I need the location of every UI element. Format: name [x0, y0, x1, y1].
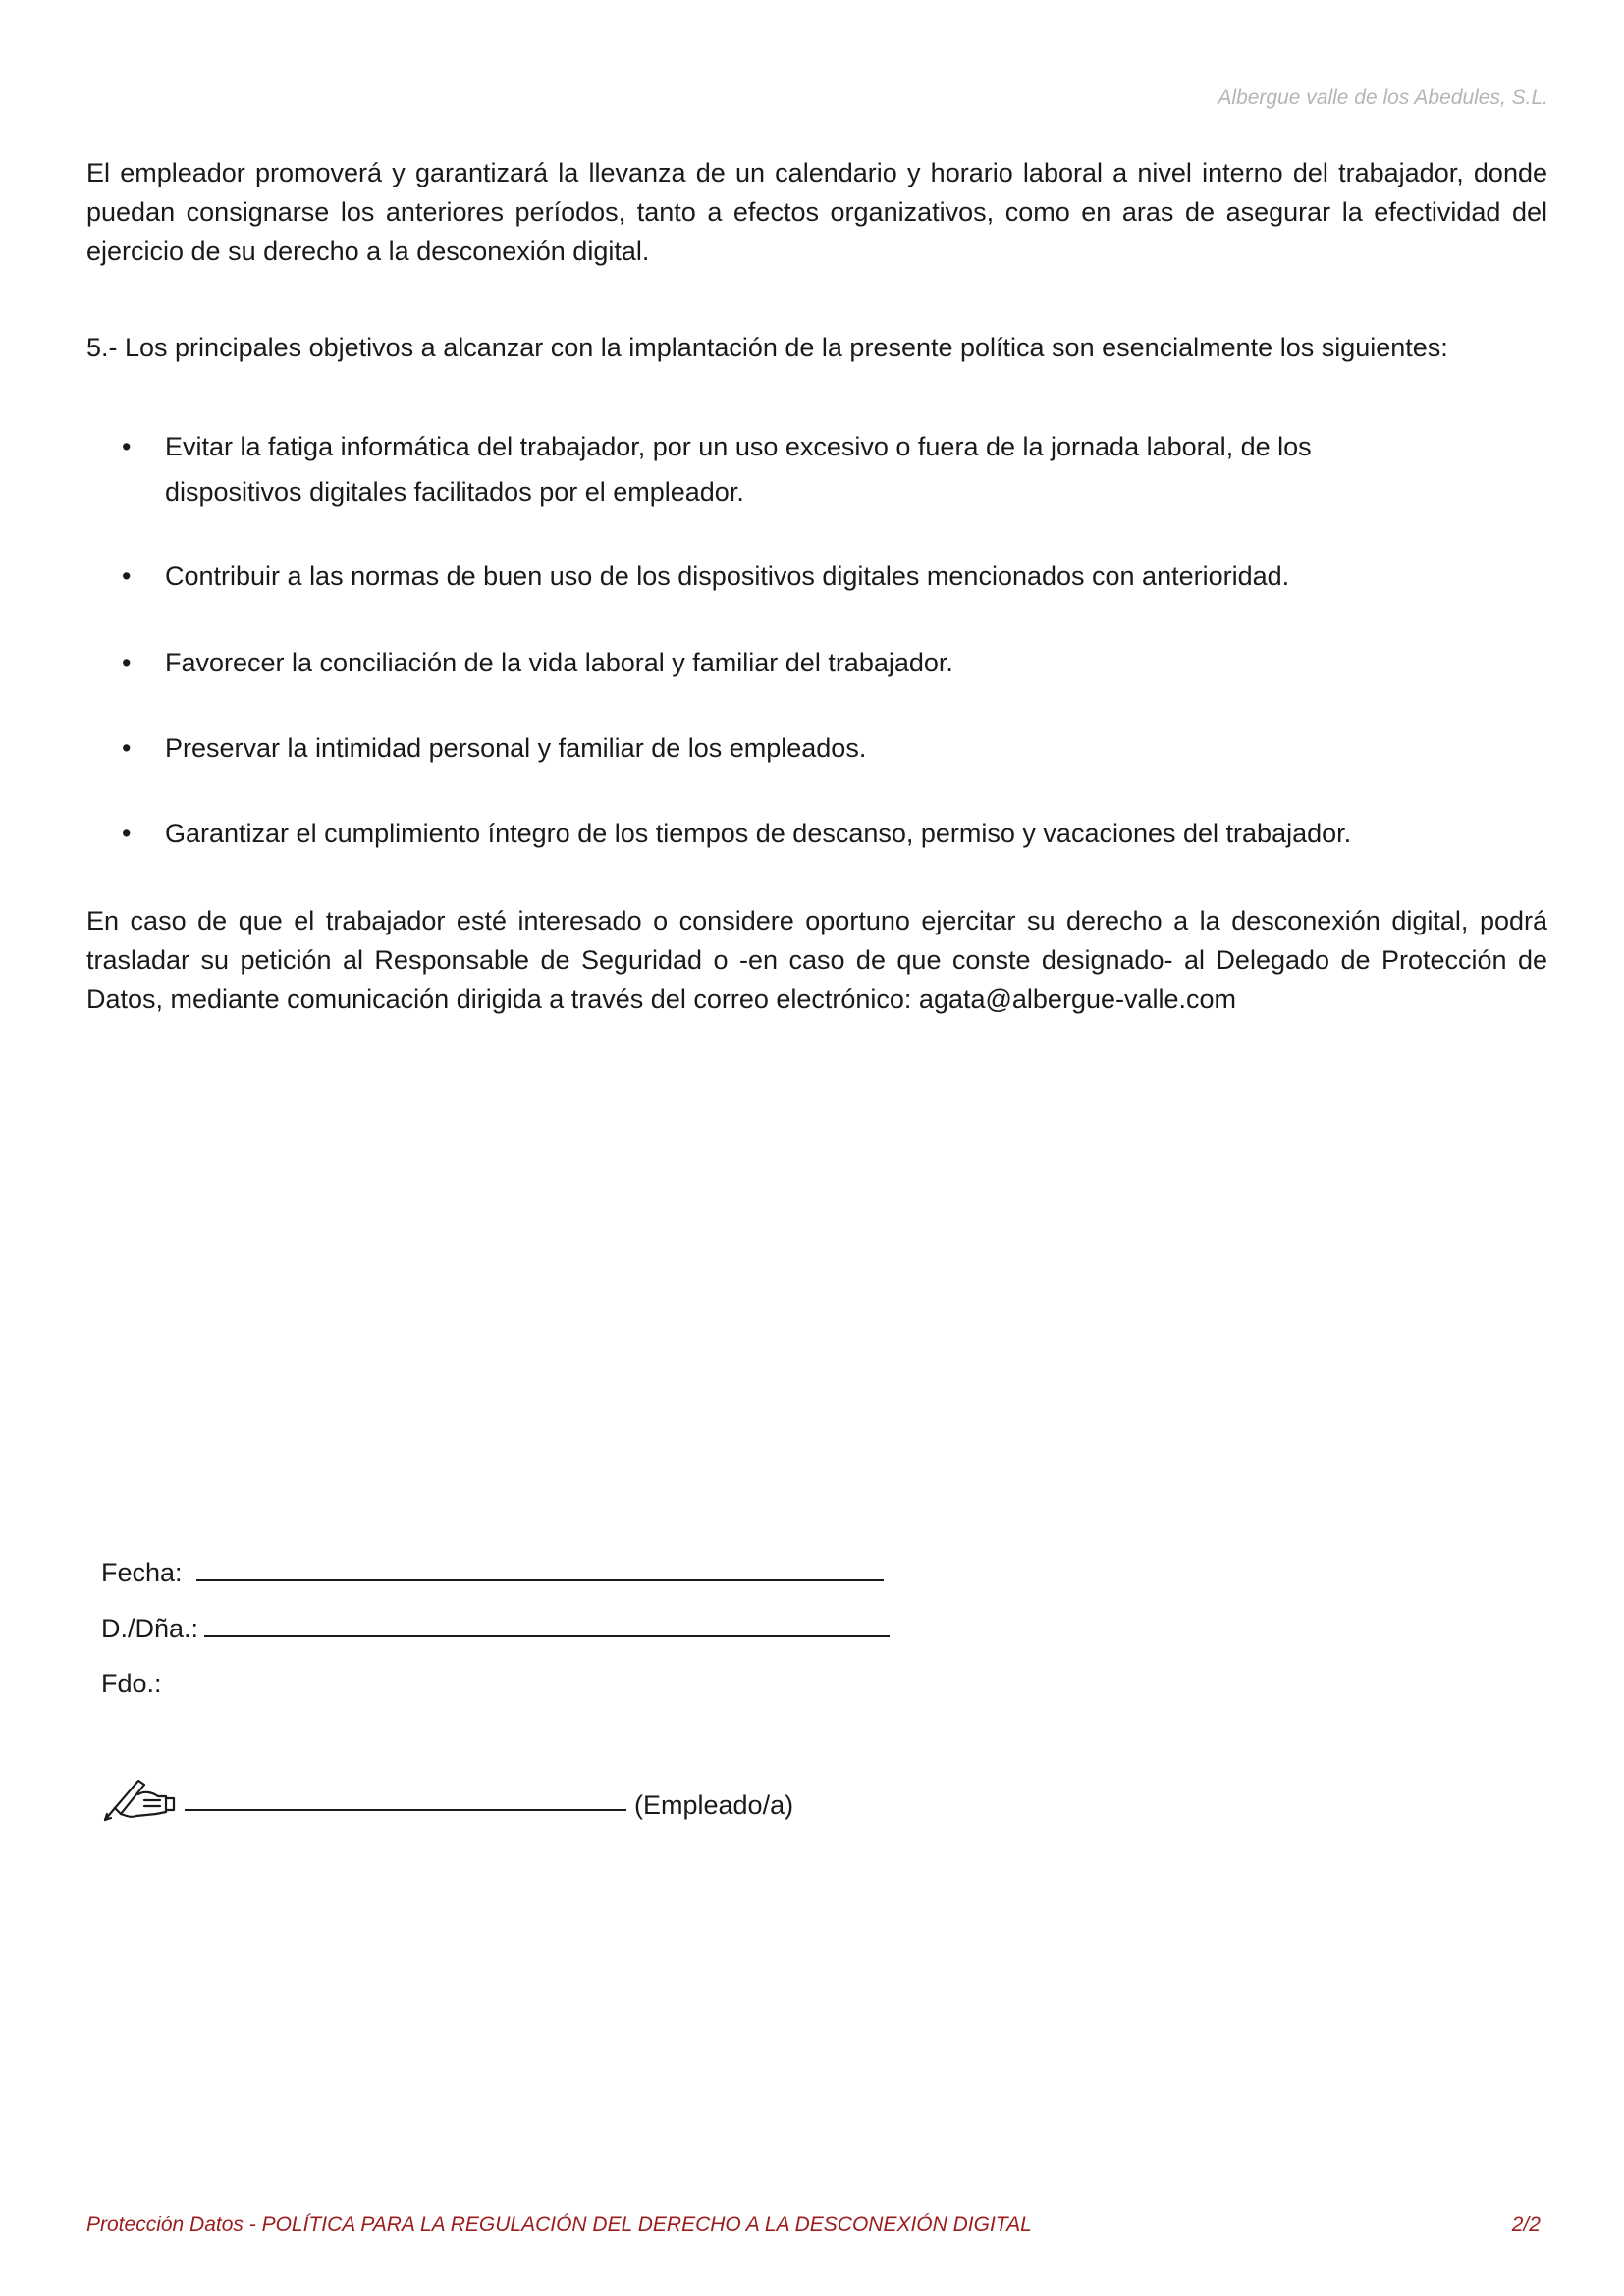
- bullet-text-line: dispositivos digitales facilitados por el empleador.: [165, 477, 744, 507]
- signed-label-row: [101, 1667, 162, 1700]
- date-label: Fecha:: [101, 1558, 183, 1587]
- list-item: [86, 424, 1312, 514]
- bullet-text-line: Garantizar el cumplimiento íntegro de los tiempos de descanso, permiso y vacaciones del trabajador.: [165, 819, 1352, 848]
- bullet-text-line: Preservar la intimidad personal y familiar de los empleados.: [165, 733, 867, 763]
- bullet-point: •: [122, 733, 132, 763]
- signed-label: Fdo.:: [101, 1669, 162, 1698]
- header-company-name: Albergue valle de los Abedules, S.L.: [1218, 86, 1548, 109]
- paragraph-request-procedure: En caso de que el trabajador esté interesado o considere oportuno ejercitar su derecho a la desconexión digital, podrá trasladar su petición al Responsable de Seguridad o -en caso de que conste designado- al Delegado de Protección de Datos, mediante comunicación dirigida a través del correo electrónico: agata@albergue-valle.com: [86, 906, 1547, 1014]
- bullet-point: •: [122, 561, 132, 591]
- list-item: [86, 640, 953, 685]
- list-item: [86, 811, 1351, 856]
- list-item: [86, 554, 1289, 599]
- name-field-row: [101, 1612, 890, 1645]
- paragraph-calendar: El empleador promoverá y garantizará la llevanza de un calendario y horario laboral a nivel interno del trabajador, donde puedan consignarse los anteriores períodos, tanto a efectos organizativos, como en aras de asegurar la efectividad del ejercicio de su derecho a la desconexión digital.: [86, 158, 1547, 266]
- bullet-text-line: Contribuir a las normas de buen uso de los dispositivos digitales mencionados con anterioridad.: [165, 561, 1290, 591]
- bullet-text-line: Evitar la fatiga informática del trabajador, por un uso excesivo o fuera de la jornada laboral, de los: [165, 432, 1312, 461]
- date-field-row: [101, 1556, 884, 1589]
- bullet-point: •: [122, 819, 132, 848]
- name-label: D./Dña.:: [101, 1614, 199, 1643]
- paragraph-objectives-intro: 5.- Los principales objetivos a alcanzar con la implantación de la presente política son esencialmente los siguientes:: [86, 333, 1448, 362]
- date-blank-line: [196, 1558, 884, 1581]
- bullet-point: •: [122, 648, 132, 677]
- bullet-text-line: Favorecer la conciliación de la vida laboral y familiar del trabajador.: [165, 648, 953, 677]
- signature-blank-line: [185, 1809, 626, 1811]
- bullet-point: •: [122, 432, 132, 461]
- footer-document-title: Protección Datos - POLÍTICA PARA LA REGULACIÓN DEL DERECHO A LA DESCONEXIÓN DIGITAL: [86, 2214, 1032, 2236]
- name-blank-line: [204, 1614, 890, 1637]
- writing-hand-icon: [101, 1775, 178, 1824]
- footer-page-number: 2/2: [1511, 2214, 1541, 2236]
- list-item: [86, 725, 866, 771]
- employee-role-label: (Empleado/a): [634, 1790, 794, 1820]
